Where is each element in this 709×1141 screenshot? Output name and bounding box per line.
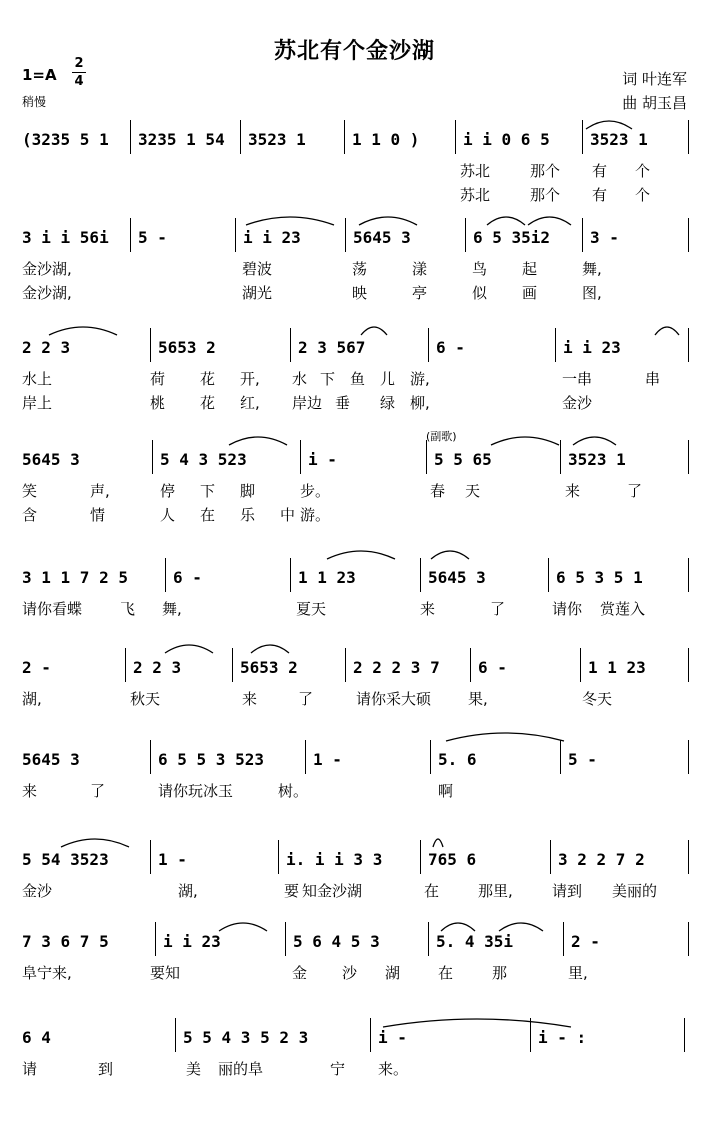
barline xyxy=(150,840,151,874)
barline xyxy=(688,922,689,956)
lyric-word: 下 xyxy=(320,370,336,388)
measure: 5 - xyxy=(138,228,167,247)
lyric-word: 在 xyxy=(438,964,454,982)
lyric-word: 在 xyxy=(424,882,440,900)
measure: i i 23 xyxy=(243,228,301,247)
measure: 5. 4 35i xyxy=(436,932,514,951)
measure: (3235 5 1 xyxy=(22,130,109,149)
composer-credit: 曲 胡玉昌 xyxy=(622,94,687,112)
measure: 1 1 23 xyxy=(298,568,356,587)
lyric-word: 乐 xyxy=(240,506,256,524)
lyric-word: 漾 xyxy=(412,260,428,278)
lyric-word: 湖, xyxy=(22,690,42,708)
lyric-word: 鱼 xyxy=(350,370,366,388)
barline xyxy=(175,1018,176,1052)
lyric-word: 美 xyxy=(186,1060,202,1078)
lyric-word: 请你采大硕 xyxy=(356,690,432,708)
barline xyxy=(370,1018,371,1052)
lyric-word: 柳, xyxy=(410,394,430,412)
measure: 3523 1 xyxy=(590,130,648,149)
lyric-word: 亭 xyxy=(412,284,428,302)
barline xyxy=(530,1018,531,1052)
lyric-word: 荡 xyxy=(352,260,368,278)
barline xyxy=(125,648,126,682)
lyric-word: 了 xyxy=(90,782,106,800)
lyric-word: 图, xyxy=(582,284,602,302)
barline xyxy=(130,120,131,154)
notation-system xyxy=(0,840,709,880)
lyric-word: 一串 xyxy=(562,370,593,388)
measure: 6 4 xyxy=(22,1028,51,1047)
meter-numerator: 2 xyxy=(74,56,84,71)
lyric-word: 水 xyxy=(292,370,308,388)
barline xyxy=(240,120,241,154)
lyric-word: 湖, xyxy=(178,882,198,900)
lyric-word: 开, xyxy=(240,370,260,388)
barline xyxy=(688,328,689,362)
lyric-word: 赏莲入 xyxy=(600,600,646,618)
measure: i - xyxy=(308,450,337,469)
time-signature xyxy=(72,56,86,89)
lyricist-credit: 词 叶连军 xyxy=(622,70,687,88)
barline xyxy=(290,558,291,592)
lyric-word: 金沙 xyxy=(22,882,53,900)
lyric-word: 舞, xyxy=(582,260,602,278)
lyric-word: 沙 xyxy=(342,964,358,982)
measure: 5653 2 xyxy=(158,338,216,357)
measure: i i 23 xyxy=(563,338,621,357)
lyric-word: 个 xyxy=(635,162,651,180)
barline xyxy=(560,740,561,774)
lyric-word: 水上 xyxy=(22,370,53,388)
barline xyxy=(130,218,131,252)
lyric-line xyxy=(0,780,670,802)
notation-system xyxy=(0,218,709,258)
measure: 5645 3 xyxy=(353,228,411,247)
lyric-word: 荷 xyxy=(150,370,166,388)
measure: i - : xyxy=(538,1028,587,1047)
lyric-word: 有 xyxy=(592,162,608,180)
lyric-word: 来 xyxy=(565,482,581,500)
lyric-word: 舞, xyxy=(162,600,182,618)
lyric-word: 春 xyxy=(430,482,446,500)
lyric-word: 花 xyxy=(200,394,216,412)
barline xyxy=(470,648,471,682)
lyric-word: 个 xyxy=(635,186,651,204)
barline xyxy=(232,648,233,682)
barline xyxy=(235,218,236,252)
lyric-line xyxy=(0,504,670,526)
lyric-word: 夏天 xyxy=(296,600,327,618)
lyric-line xyxy=(0,282,670,304)
notation-system xyxy=(0,1018,709,1058)
barline xyxy=(430,740,431,774)
measure: 6 - xyxy=(436,338,465,357)
barline xyxy=(455,120,456,154)
barline xyxy=(150,328,151,362)
lyric-line xyxy=(0,392,670,414)
measure: 5645 3 xyxy=(22,750,80,769)
barline xyxy=(290,328,291,362)
measure: 3 i i 56i xyxy=(22,228,109,247)
barline xyxy=(688,218,689,252)
lyric-word: 来 xyxy=(22,782,38,800)
lyric-word: 情 xyxy=(90,506,106,524)
lyric-word: 请你玩冰玉 xyxy=(158,782,234,800)
barline xyxy=(344,120,345,154)
measure: 1 - xyxy=(313,750,342,769)
measure: 5645 3 xyxy=(428,568,486,587)
lyric-line xyxy=(0,962,670,984)
barline xyxy=(688,558,689,592)
barline xyxy=(555,328,556,362)
lyric-word: 来。 xyxy=(378,1060,409,1078)
barline xyxy=(428,922,429,956)
lyric-word: 金沙 xyxy=(562,394,593,412)
barline xyxy=(688,648,689,682)
lyric-word: 下 xyxy=(200,482,216,500)
notation-system xyxy=(0,740,709,780)
measure: 2 - xyxy=(571,932,600,951)
barline xyxy=(155,922,156,956)
notation-system xyxy=(0,120,709,160)
lyric-word: 在 xyxy=(200,506,216,524)
measure: 5 5 4 3 5 2 3 xyxy=(183,1028,309,1047)
measure: 5 6 4 5 3 xyxy=(293,932,380,951)
lyric-word: 声, xyxy=(90,482,110,500)
notation-system xyxy=(0,558,709,598)
lyric-line xyxy=(0,258,670,280)
lyric-word: 含 xyxy=(22,506,38,524)
barline xyxy=(420,558,421,592)
barline xyxy=(582,120,583,154)
barline xyxy=(152,440,153,474)
notation-system xyxy=(0,440,709,480)
measure: 1 1 23 xyxy=(588,658,646,677)
measure: 7 3 6 7 5 xyxy=(22,932,109,951)
barline xyxy=(165,558,166,592)
lyric-word: 串 xyxy=(645,370,661,388)
lyric-line xyxy=(0,880,670,902)
lyric-word: 碧波 xyxy=(242,260,273,278)
notation-system xyxy=(0,328,709,368)
barline xyxy=(420,840,421,874)
lyric-word: 金沙湖, xyxy=(22,284,72,302)
barline xyxy=(550,840,551,874)
lyric-word: 岸边 xyxy=(292,394,323,412)
lyric-word: 湖 xyxy=(385,964,401,982)
lyric-word: 那个 xyxy=(530,162,561,180)
lyric-line xyxy=(0,480,670,502)
measure: 5645 3 xyxy=(22,450,80,469)
barline xyxy=(345,648,346,682)
measure: i - xyxy=(378,1028,407,1047)
lyric-word: 要 xyxy=(284,882,300,900)
barline xyxy=(560,440,561,474)
lyric-word: 脚 xyxy=(240,482,256,500)
lyric-word: 请到 xyxy=(552,882,583,900)
lyric-word: 停 xyxy=(160,482,176,500)
lyric-word: 宁 xyxy=(330,1060,346,1078)
lyric-word: 里, xyxy=(568,964,588,982)
barline xyxy=(688,840,689,874)
lyric-word: 鸟 xyxy=(472,260,488,278)
measure: 765 6 xyxy=(428,850,477,869)
measure: 5 54 3523 xyxy=(22,850,109,869)
barline xyxy=(305,740,306,774)
measure: i. i i 3 3 xyxy=(286,850,383,869)
tempo-marking: 稍慢 xyxy=(22,95,47,109)
measure: 6 5 5 3 523 xyxy=(158,750,264,769)
lyric-word: 冬天 xyxy=(582,690,613,708)
measure: 3523 1 xyxy=(248,130,306,149)
lyric-word: 花 xyxy=(200,370,216,388)
barline xyxy=(563,922,564,956)
lyric-word: 美丽的 xyxy=(612,882,658,900)
barline xyxy=(345,218,346,252)
lyric-word: 到 xyxy=(98,1060,114,1078)
lyric-word: 树。 xyxy=(278,782,309,800)
barline xyxy=(150,740,151,774)
measure: 6 5 3 5 1 xyxy=(556,568,643,587)
lyric-word: 来 xyxy=(242,690,258,708)
measure: 3 - xyxy=(590,228,619,247)
lyric-word: 阜宁来, xyxy=(22,964,72,982)
barline xyxy=(688,440,689,474)
lyric-word: 要知 xyxy=(150,964,181,982)
measure: 2 2 3 xyxy=(133,658,182,677)
lyric-word: 桃 xyxy=(150,394,166,412)
lyric-word: 果, xyxy=(468,690,488,708)
measure: i i 23 xyxy=(163,932,221,951)
lyric-word: 飞 xyxy=(120,600,136,618)
barline xyxy=(278,840,279,874)
barline xyxy=(688,740,689,774)
lyric-word: 苏北 xyxy=(460,162,491,180)
lyric-word: 绿 xyxy=(380,394,396,412)
measure: 2 2 2 3 7 xyxy=(353,658,440,677)
lyric-line xyxy=(0,1058,670,1080)
lyric-line xyxy=(0,598,670,620)
measure: 3 1 1 7 2 5 xyxy=(22,568,128,587)
measure: 6 5 35i2 xyxy=(473,228,551,247)
barline xyxy=(688,120,689,154)
lyric-word: 来 xyxy=(420,600,436,618)
lyric-word: 那里, xyxy=(478,882,513,900)
lyric-word: 了 xyxy=(298,690,314,708)
lyric-word: 游。 xyxy=(300,506,331,524)
barline xyxy=(465,218,466,252)
measure: 6 - xyxy=(478,658,507,677)
measure: 3235 1 54 xyxy=(138,130,225,149)
lyric-word: 映 xyxy=(352,284,368,302)
measure: 5. 6 xyxy=(438,750,477,769)
lyric-word: 岸上 xyxy=(22,394,53,412)
lyric-word: 红, xyxy=(240,394,260,412)
lyric-word: 啊 xyxy=(438,782,454,800)
measure: 2 3 567 xyxy=(298,338,366,357)
lyric-word: 丽的阜 xyxy=(218,1060,264,1078)
barline xyxy=(548,558,549,592)
lyric-word: 有 xyxy=(592,186,608,204)
lyric-word: 儿 xyxy=(380,370,396,388)
barline xyxy=(300,440,301,474)
measure: i i 0 6 5 xyxy=(463,130,550,149)
measure: 5653 2 xyxy=(240,658,298,677)
barline xyxy=(684,1018,685,1052)
lyric-word: 人 xyxy=(160,506,176,524)
chorus-label: (副歌) xyxy=(426,430,457,443)
lyric-word: 湖光 xyxy=(242,284,273,302)
lyric-word: 金 xyxy=(292,964,308,982)
measure: 3 2 2 7 2 xyxy=(558,850,645,869)
meter-fraction-bar xyxy=(72,72,86,73)
lyric-word: 那 xyxy=(492,964,508,982)
lyric-word: 了 xyxy=(490,600,506,618)
lyric-word: 请你 xyxy=(552,600,583,618)
lyric-word: 画 xyxy=(522,284,538,302)
lyric-word: 中 xyxy=(280,506,296,524)
lyric-line xyxy=(0,688,670,710)
lyric-word: 了 xyxy=(627,482,643,500)
lyric-word: 知金沙湖 xyxy=(302,882,363,900)
lyric-word: 苏北 xyxy=(460,186,491,204)
lyric-word: 垂 xyxy=(335,394,351,412)
measure: 5 - xyxy=(568,750,597,769)
barline xyxy=(428,328,429,362)
measure: 5 4 3 523 xyxy=(160,450,247,469)
measure: 1 1 0 ) xyxy=(352,130,420,149)
measure: 2 2 3 xyxy=(22,338,71,357)
lyric-word: 金沙湖, xyxy=(22,260,72,278)
lyric-line xyxy=(0,184,670,206)
lyric-word: 似 xyxy=(472,284,488,302)
barline xyxy=(582,218,583,252)
song-title: 苏北有个金沙湖 xyxy=(273,39,435,64)
lyric-word: 请 xyxy=(22,1060,38,1078)
lyric-word: 请你看蝶 xyxy=(22,600,83,618)
lyric-word: 游, xyxy=(410,370,430,388)
measure: 5 5 65 xyxy=(434,450,492,469)
notation-system xyxy=(0,648,709,688)
lyric-line xyxy=(0,368,670,390)
barline xyxy=(285,922,286,956)
measure: 1 - xyxy=(158,850,187,869)
lyric-word: 起 xyxy=(522,260,538,278)
key-signature: 1=A xyxy=(22,66,57,84)
measure: 3523 1 xyxy=(568,450,626,469)
lyric-word: 天 xyxy=(465,482,481,500)
measure: 2 - xyxy=(22,658,51,677)
lyric-word: 那个 xyxy=(530,186,561,204)
barline xyxy=(426,440,427,474)
measure: 6 - xyxy=(173,568,202,587)
lyric-word: 秋天 xyxy=(130,690,161,708)
notation-system xyxy=(0,922,709,962)
lyric-word: 步。 xyxy=(300,482,331,500)
barline xyxy=(580,648,581,682)
lyric-line xyxy=(0,160,670,182)
lyric-word: 笑 xyxy=(22,482,38,500)
meter-denominator: 4 xyxy=(74,74,84,89)
